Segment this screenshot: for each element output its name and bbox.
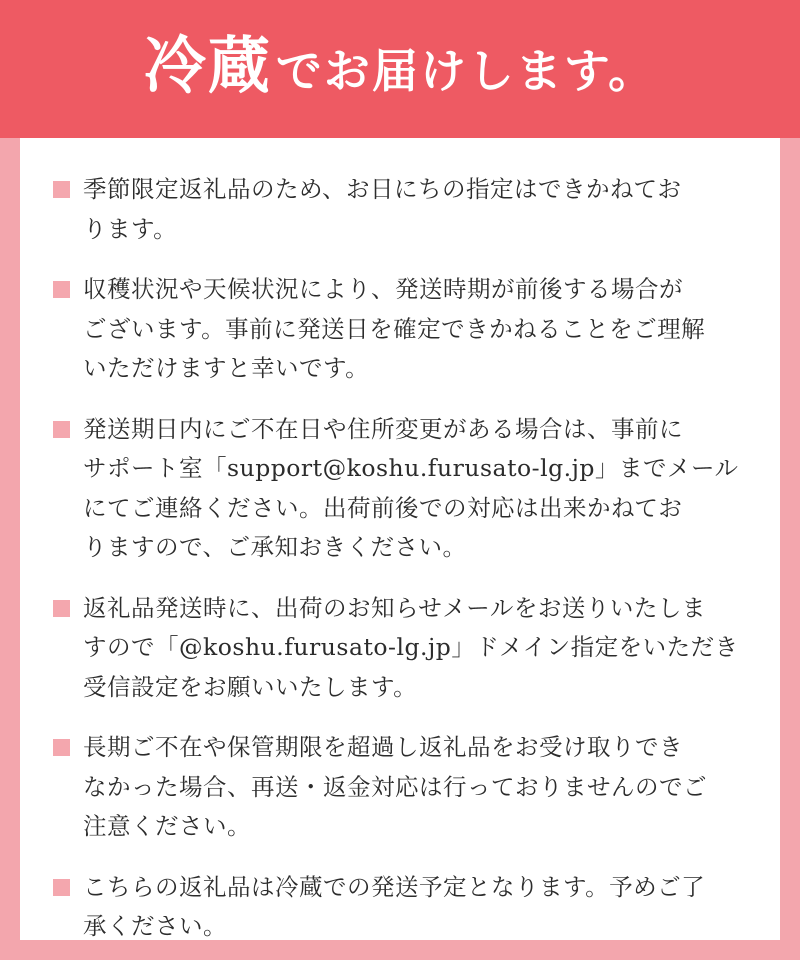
square-bullet-icon xyxy=(53,181,70,198)
square-bullet-icon xyxy=(53,739,70,756)
notice-item xyxy=(20,728,780,847)
square-bullet-icon xyxy=(53,600,70,617)
notice-text: 長期ご不在や保管期限を超過し返礼品をお受け取りでき なかった場合、再送・返金対応は行っておりませんのでご 注意ください。 xyxy=(83,733,707,840)
header-title-rest: でお届けします。 xyxy=(275,44,657,98)
notice-item xyxy=(20,868,780,947)
square-bullet-icon xyxy=(53,281,70,298)
square-bullet-icon xyxy=(53,879,70,896)
notice-item xyxy=(20,589,780,708)
notice-text: 返礼品発送時に、出荷のお知らせメールをお送りいたしま すので「@koshu.furusato-lg.jp」ドメイン指定をいただき 受信設定をお願いいたします。 xyxy=(83,593,739,701)
header-title-emphasis: 冷蔵 xyxy=(143,29,272,102)
notice-item xyxy=(20,270,780,389)
notice-list xyxy=(20,138,780,947)
notice-text: 季節限定返礼品のため、お日にちの指定はできかねてお ります。 xyxy=(83,175,682,243)
notice-item xyxy=(20,170,780,249)
notice-item xyxy=(20,410,780,568)
notice-text: 収穫状況や天候状況により、発送時期が前後する場合が ございます。事前に発送日を確定できかねることをご理解 いただけますと幸いです。 xyxy=(83,275,706,382)
notice-text: 発送期日内にご不在日や住所変更がある場合は、事前に サポート室「support@koshu.furusato-lg.jp」までメール にてご連絡ください。出荷前後での対応は出来かねてお りますので、ご承知おきください。 xyxy=(83,414,739,561)
header-banner xyxy=(0,0,800,138)
header-title xyxy=(143,29,657,102)
notice-text: こちらの返礼品は冷蔵での発送予定となります。予めご了 承ください。 xyxy=(83,872,706,940)
square-bullet-icon xyxy=(53,421,70,438)
notice-panel xyxy=(20,138,780,940)
